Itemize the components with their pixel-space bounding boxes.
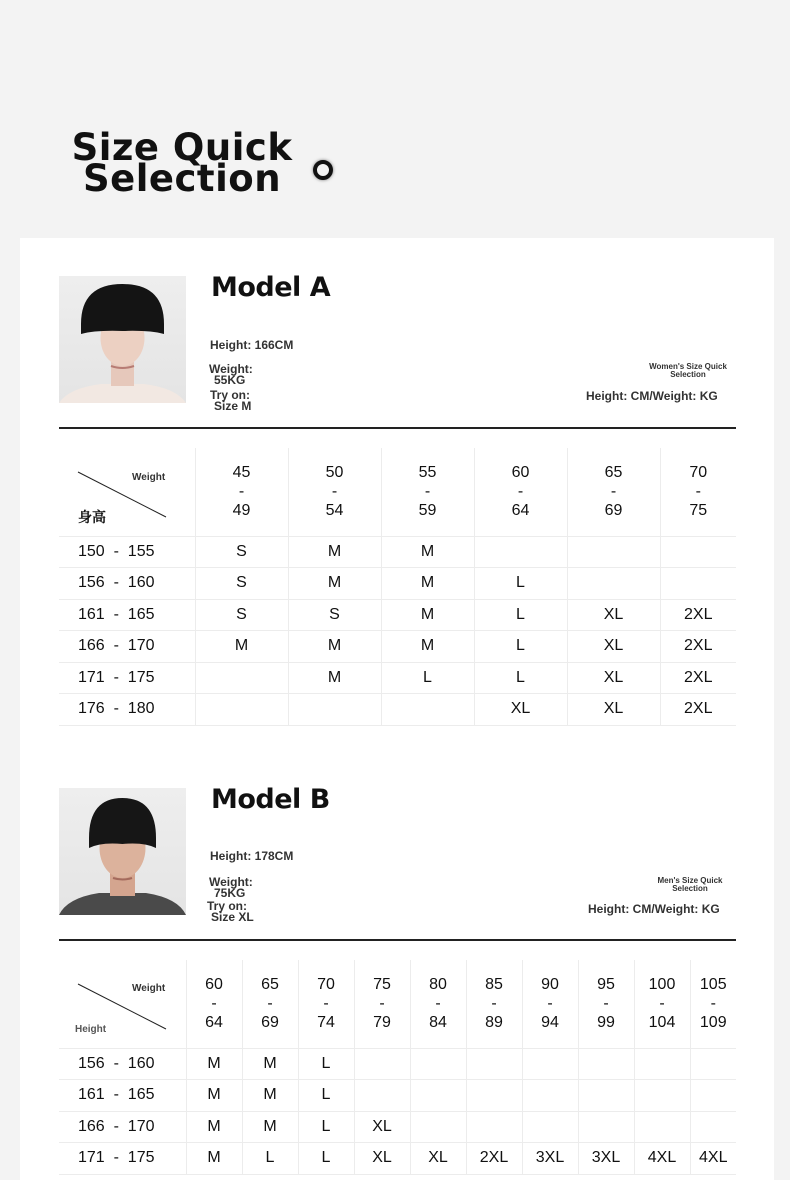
size-cell: M (195, 631, 288, 663)
size-cell: XL (474, 694, 567, 726)
weight-range-header: 85 - 89 (466, 960, 522, 1048)
weight-range-header: 70 - 75 (660, 448, 736, 536)
height-range: 150 - 155 (59, 536, 195, 568)
height-range: 161 - 165 (59, 599, 195, 631)
size-cell (195, 694, 288, 726)
size-cell (660, 568, 736, 600)
weight-range-header: 45 - 49 (195, 448, 288, 536)
model-a-size-table (59, 448, 736, 726)
size-cell (466, 1048, 522, 1080)
size-cell: M (242, 1048, 298, 1080)
corner-height-label: 身高 (78, 509, 106, 525)
model-b-weight-label: Weight: (209, 875, 253, 889)
size-cell: L (474, 599, 567, 631)
model-a-divider (59, 427, 736, 429)
size-cell: L (474, 631, 567, 663)
size-cell: XL (567, 662, 660, 694)
size-cell: L (381, 662, 474, 694)
size-cell (634, 1111, 690, 1143)
weight-range-header: 95 - 99 (578, 960, 634, 1048)
size-cell (466, 1080, 522, 1112)
size-cell: XL (567, 694, 660, 726)
table-row (59, 1080, 736, 1112)
height-range: 156 - 160 (59, 1048, 186, 1080)
size-cell: 2XL (660, 694, 736, 726)
ring-icon (313, 160, 333, 180)
size-cell: L (474, 568, 567, 600)
quick-tag-line1: Men's Size Quick (657, 876, 723, 885)
model-a-photo (59, 276, 186, 403)
size-cell: M (186, 1080, 242, 1112)
size-cell: XL (354, 1143, 410, 1175)
weight-range-header: 90 - 94 (522, 960, 578, 1048)
size-cell (354, 1080, 410, 1112)
size-cell (195, 662, 288, 694)
height-range: 171 - 175 (59, 1143, 186, 1175)
model-b-photo (59, 788, 186, 915)
table-row (59, 694, 736, 726)
table-header-row (59, 448, 736, 536)
size-cell (578, 1111, 634, 1143)
size-cell: L (298, 1080, 354, 1112)
quick-tag-line2: Selection (672, 884, 708, 893)
table-row (59, 599, 736, 631)
size-cell: L (474, 662, 567, 694)
height-range: 166 - 170 (59, 631, 195, 663)
weight-range-header: 65 - 69 (567, 448, 660, 536)
weight-range-header: 50 - 54 (288, 448, 381, 536)
size-cell: M (242, 1080, 298, 1112)
size-cell (567, 568, 660, 600)
size-cell: M (242, 1111, 298, 1143)
height-range: 156 - 160 (59, 568, 195, 600)
size-cell: M (381, 599, 474, 631)
model-b-name: Model B (211, 784, 330, 815)
model-a-tryon-label: Try on: (210, 388, 251, 402)
table-row (59, 1048, 736, 1080)
size-cell (410, 1111, 466, 1143)
table-row (59, 1143, 736, 1175)
model-a-tryon-value: Size M (214, 399, 252, 413)
size-cell (522, 1111, 578, 1143)
size-cell (690, 1048, 736, 1080)
size-cell: 4XL (634, 1143, 690, 1175)
weight-range-header: 60 - 64 (474, 448, 567, 536)
model-a-height: Height: 166CM (210, 338, 294, 352)
size-cell: L (242, 1143, 298, 1175)
size-cell: XL (567, 599, 660, 631)
size-cell: 2XL (660, 662, 736, 694)
model-b-portrait (59, 788, 186, 915)
model-b-quick-tag (642, 877, 738, 893)
size-cell: M (381, 568, 474, 600)
size-cell (381, 694, 474, 726)
size-cell: M (288, 536, 381, 568)
model-b-tryon-label: Try on: (207, 899, 248, 913)
table-row (59, 1111, 736, 1143)
model-a-weight-label: Weight: (209, 362, 253, 376)
model-a-portrait (59, 276, 186, 403)
size-cell: M (186, 1143, 242, 1175)
size-cell (522, 1080, 578, 1112)
size-cell (522, 1048, 578, 1080)
size-cell: L (298, 1048, 354, 1080)
weight-range-header: 60 - 64 (186, 960, 242, 1048)
table-corner (59, 448, 195, 536)
height-range: 166 - 170 (59, 1111, 186, 1143)
size-cell: M (186, 1111, 242, 1143)
model-b-size-table (59, 960, 736, 1175)
size-cell: M (381, 536, 474, 568)
size-cell: S (288, 599, 381, 631)
height-range: 161 - 165 (59, 1080, 186, 1112)
size-cell: S (195, 599, 288, 631)
size-cell: XL (567, 631, 660, 663)
corner-diagonal (59, 448, 169, 536)
size-cell: M (186, 1048, 242, 1080)
table-row (59, 662, 736, 694)
height-range: 171 - 175 (59, 662, 195, 694)
model-b-weight-value: 75KG (214, 886, 246, 900)
size-cell: S (195, 568, 288, 600)
size-cell: 3XL (522, 1143, 578, 1175)
quick-tag-line1: Women's Size Quick (649, 362, 727, 371)
size-cell (690, 1111, 736, 1143)
table-header-row (59, 960, 736, 1048)
size-cell (354, 1048, 410, 1080)
model-a-quick-tag (640, 363, 736, 379)
size-cell (690, 1080, 736, 1112)
model-b-divider (59, 939, 736, 941)
size-cell: L (298, 1143, 354, 1175)
size-cell: 2XL (660, 599, 736, 631)
weight-range-header: 70 - 74 (298, 960, 354, 1048)
weight-range-header: 100 - 104 (634, 960, 690, 1048)
weight-range-header: 80 - 84 (410, 960, 466, 1048)
size-cell (634, 1048, 690, 1080)
size-cell (578, 1080, 634, 1112)
model-a-unit-note: Height: CM/Weight: KG (586, 389, 718, 403)
model-b-height: Height: 178CM (210, 849, 294, 863)
model-b-tryon-value: Size XL (211, 910, 254, 924)
size-cell: XL (354, 1111, 410, 1143)
model-a-name: Model A (211, 272, 331, 303)
size-cell: S (195, 536, 288, 568)
quick-tag-line2: Selection (670, 370, 706, 379)
size-cell (410, 1080, 466, 1112)
size-cell: M (381, 631, 474, 663)
page-title: Size Quick Selection (71, 126, 293, 200)
model-b-unit-note: Height: CM/Weight: KG (588, 902, 720, 916)
size-cell (634, 1080, 690, 1112)
size-cell: M (288, 662, 381, 694)
table-corner (59, 960, 186, 1048)
size-cell: 2XL (466, 1143, 522, 1175)
size-cell (474, 536, 567, 568)
table-row (59, 536, 736, 568)
weight-range-header: 105 - 109 (690, 960, 736, 1048)
size-cell (660, 536, 736, 568)
table-row (59, 568, 736, 600)
size-cell (567, 536, 660, 568)
size-cell: M (288, 631, 381, 663)
size-cell: 3XL (578, 1143, 634, 1175)
model-a-weight-value: 55KG (214, 373, 246, 387)
corner-height-label: Height (75, 1024, 107, 1035)
size-cell (288, 694, 381, 726)
size-cell: 4XL (690, 1143, 736, 1175)
size-cell: L (298, 1111, 354, 1143)
weight-range-header: 55 - 59 (381, 448, 474, 536)
size-cell: 2XL (660, 631, 736, 663)
size-cell (466, 1111, 522, 1143)
height-range: 176 - 180 (59, 694, 195, 726)
size-cell: M (288, 568, 381, 600)
corner-weight-label: Weight (132, 983, 166, 994)
weight-range-header: 65 - 69 (242, 960, 298, 1048)
table-row (59, 631, 736, 663)
size-cell (410, 1048, 466, 1080)
corner-weight-label: Weight (132, 472, 166, 483)
size-cell (578, 1048, 634, 1080)
weight-range-header: 75 - 79 (354, 960, 410, 1048)
size-cell: XL (410, 1143, 466, 1175)
